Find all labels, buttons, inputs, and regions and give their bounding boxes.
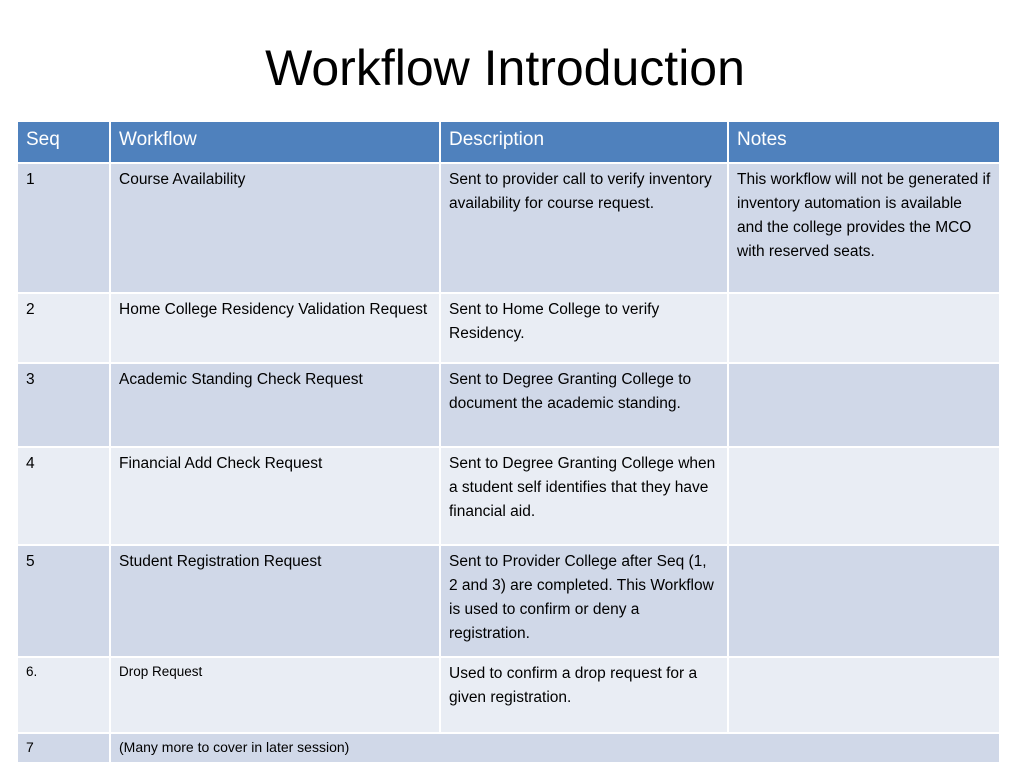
workflow-cell: Course Availability [110, 163, 440, 293]
notes-cell [728, 447, 1000, 545]
header-description: Description [440, 121, 728, 163]
table-row [17, 447, 1000, 545]
table-row [17, 363, 1000, 447]
workflow-cell: (Many more to cover in later session) [110, 733, 1000, 763]
workflow-cell: Home College Residency Validation Request [110, 293, 440, 363]
header-workflow: Workflow [110, 121, 440, 163]
seq-cell: 6. [17, 657, 110, 733]
header-notes: Notes [728, 121, 1000, 163]
description-cell: Sent to Degree Granting College to document the academic standing. [440, 363, 728, 447]
table-row [17, 657, 1000, 733]
workflow-cell: Academic Standing Check Request [110, 363, 440, 447]
seq-cell: 4 [17, 447, 110, 545]
notes-cell [728, 657, 1000, 733]
workflow-cell: Financial Add Check Request [110, 447, 440, 545]
description-cell: Sent to provider call to verify inventory availability for course request. [440, 163, 728, 293]
description-cell: Sent to Provider College after Seq (1, 2 and 3) are completed. This Workflow is used to confirm or deny a registration. [440, 545, 728, 657]
seq-cell: 2 [17, 293, 110, 363]
table-row [17, 545, 1000, 657]
workflow-cell: Drop Request [110, 657, 440, 733]
seq-cell: 5 [17, 545, 110, 657]
notes-cell: This workflow will not be generated if inventory automation is available and the college provides the MCO with reserved seats. [728, 163, 1000, 293]
table-header-row [17, 121, 1000, 163]
seq-cell: 1 [17, 163, 110, 293]
table-row [17, 733, 1000, 763]
notes-cell [728, 363, 1000, 447]
page-title: Workflow Introduction [265, 40, 745, 96]
table-row [17, 293, 1000, 363]
notes-cell [728, 293, 1000, 363]
seq-cell: 3 [17, 363, 110, 447]
description-cell: Sent to Degree Granting College when a student self identifies that they have financial aid. [440, 447, 728, 545]
workflow-cell: Student Registration Request [110, 545, 440, 657]
seq-cell: 7 [17, 733, 110, 763]
notes-cell [728, 545, 1000, 657]
workflow-table [16, 120, 1001, 764]
header-seq: Seq [17, 121, 110, 163]
table-row [17, 163, 1000, 293]
description-cell: Used to confirm a drop request for a given registration. [440, 657, 728, 733]
description-cell: Sent to Home College to verify Residency. [440, 293, 728, 363]
